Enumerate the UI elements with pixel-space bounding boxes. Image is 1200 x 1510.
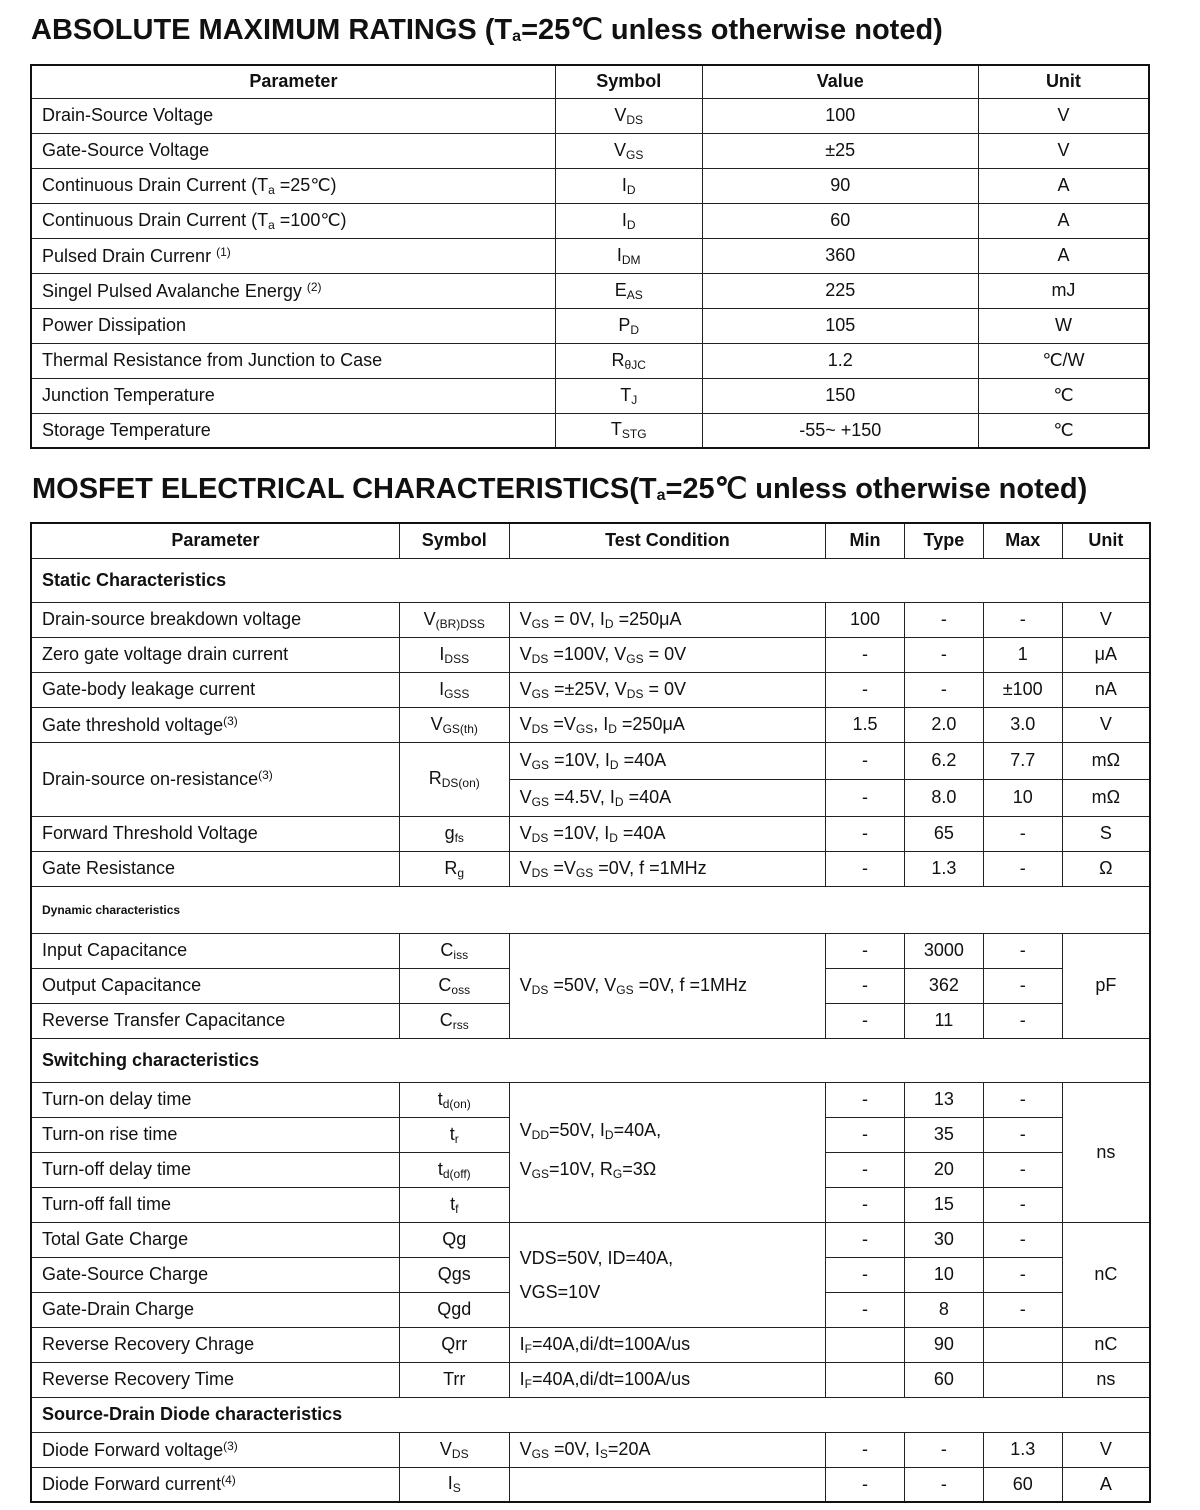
typ-cell: 362 xyxy=(904,968,983,1003)
col-header-test-condition: Test Condition xyxy=(509,523,826,558)
unit-cell: mΩ xyxy=(1062,779,1150,816)
typ-cell: 13 xyxy=(904,1082,983,1117)
condition-cell: $V_{DS} =V_{GS} =0V$, f =1MHz xyxy=(509,851,826,886)
symbol-cell: $T_{STG}$ xyxy=(555,413,702,448)
symbol-cell: $I_{DSS}$ xyxy=(399,637,509,672)
param-cell: Zero gate voltage drain current xyxy=(31,637,399,672)
min-cell: 100 xyxy=(826,602,905,637)
param-cell: Reverse Transfer Capacitance xyxy=(31,1003,399,1038)
min-cell: - xyxy=(826,816,905,851)
section-heading: Static Characteristics xyxy=(31,558,1150,602)
typ-cell: - xyxy=(904,1467,983,1502)
col-header-unit: Unit xyxy=(978,65,1149,98)
max-cell: - xyxy=(983,933,1062,968)
max-cell: - xyxy=(983,851,1062,886)
condition-cell: $V_{GS} =\pm 25V$, $V_{DS} = 0V$ xyxy=(509,672,826,707)
symbol-cell: $R_{DS(on)}$ xyxy=(399,742,509,816)
param-cell: Gate-Source Charge xyxy=(31,1257,399,1292)
param-cell: Drain-Source Voltage xyxy=(31,98,555,133)
mosfet-characteristics-table xyxy=(30,522,1151,1503)
condition-cell: $V_{DS} =50V$, $V_{GS} =0V$, f =1MHz xyxy=(509,933,826,1038)
max-cell: - xyxy=(983,1117,1062,1152)
typ-cell: 6.2 xyxy=(904,742,983,779)
symbol-cell: $V_{GS}$ xyxy=(555,133,702,168)
typ-cell: 90 xyxy=(904,1327,983,1362)
table-row xyxy=(31,133,1149,168)
symbol-cell: $V_{DS}$ xyxy=(399,1432,509,1467)
condition-cell: $V_{GS} =4.5V$, $I_D =40A$ xyxy=(509,779,826,816)
param-cell: Total Gate Charge xyxy=(31,1222,399,1257)
condition-cell: $V_{DS} =100V$, $V_{GS} = 0V$ xyxy=(509,637,826,672)
min-cell: - xyxy=(826,1003,905,1038)
min-cell: - xyxy=(826,779,905,816)
min-cell: - xyxy=(826,1257,905,1292)
value-cell: 150 xyxy=(702,378,978,413)
value-cell: 90 xyxy=(702,168,978,203)
unit-cell: A xyxy=(978,168,1149,203)
unit-cell: A xyxy=(978,203,1149,238)
unit-cell: V xyxy=(978,98,1149,133)
param-cell: Storage Temperature xyxy=(31,413,555,448)
max-cell: 1 xyxy=(983,637,1062,672)
symbol-cell: $V_{(BR)DSS}$ xyxy=(399,602,509,637)
symbol-cell: $V_{GS(th)}$ xyxy=(399,707,509,742)
param-cell: Turn-on rise time xyxy=(31,1117,399,1152)
param-cell: Continuous Drain Current ($T_a$ =25℃) xyxy=(31,168,555,203)
value-cell: ±25 xyxy=(702,133,978,168)
col-header-unit: Unit xyxy=(1062,523,1150,558)
max-cell: - xyxy=(983,816,1062,851)
max-cell: - xyxy=(983,1003,1062,1038)
min-cell: - xyxy=(826,1467,905,1502)
table-row xyxy=(31,1467,1150,1502)
param-cell: Turn-off fall time xyxy=(31,1187,399,1222)
min-cell: - xyxy=(826,637,905,672)
value-cell: 60 xyxy=(702,203,978,238)
typ-cell: 8.0 xyxy=(904,779,983,816)
condition-cell: $V_{DS} =10V$, $I_D =40A$ xyxy=(509,816,826,851)
table-row xyxy=(31,816,1150,851)
min-cell: - xyxy=(826,1292,905,1327)
param-cell: Thermal Resistance from Junction to Case xyxy=(31,343,555,378)
table-row xyxy=(31,308,1149,343)
param-cell: Turn-off delay time xyxy=(31,1152,399,1187)
symbol-cell: $I_S$ xyxy=(399,1467,509,1502)
table-row xyxy=(31,413,1149,448)
table-row xyxy=(31,851,1150,886)
symbol-cell: $g_{fs}$ xyxy=(399,816,509,851)
max-cell: - xyxy=(983,1257,1062,1292)
param-cell: Junction Temperature xyxy=(31,378,555,413)
min-cell: - xyxy=(826,1222,905,1257)
abs-max-title: ABSOLUTE MAXIMUM RATINGS ($T_a=25℃$ unless otherwise noted) xyxy=(31,14,943,46)
min-cell: - xyxy=(826,742,905,779)
param-cell: Input Capacitance xyxy=(31,933,399,968)
value-cell: -55~ +150 xyxy=(702,413,978,448)
unit-cell: ℃ xyxy=(978,378,1149,413)
unit-cell: V xyxy=(978,133,1149,168)
unit-cell: A xyxy=(978,238,1149,273)
min-cell: - xyxy=(826,672,905,707)
unit-cell: μA xyxy=(1062,637,1150,672)
symbol-cell: $E_{AS}$ xyxy=(555,273,702,308)
col-header-type: Type xyxy=(904,523,983,558)
param-cell: Turn-on delay time xyxy=(31,1082,399,1117)
param-cell: Gate-Drain Charge xyxy=(31,1292,399,1327)
table-row xyxy=(31,1222,1150,1257)
typ-cell: - xyxy=(904,672,983,707)
mosfet-characteristics-title: MOSFET ELECTRICAL $CHARACTERISTICS(T_a=25℃$ unless otherwise noted) xyxy=(32,473,1088,505)
min-cell: - xyxy=(826,1187,905,1222)
table-row xyxy=(31,378,1149,413)
param-cell: Gate-Source Voltage xyxy=(31,133,555,168)
symbol-cell: Qg xyxy=(399,1222,509,1257)
max-cell: - xyxy=(983,1222,1062,1257)
min-cell: - xyxy=(826,1117,905,1152)
symbol-cell: $C_{oss}$ xyxy=(399,968,509,1003)
unit-cell: mΩ xyxy=(1062,742,1150,779)
param-cell: Continuous Drain Current ($T_a$ =100℃) xyxy=(31,203,555,238)
condition-cell: VDS=50V, ID=40A, VGS=10V xyxy=(509,1222,826,1327)
table-header-row xyxy=(31,65,1149,98)
min-cell: - xyxy=(826,968,905,1003)
table-row xyxy=(31,168,1149,203)
typ-cell: 65 xyxy=(904,816,983,851)
abs-max-table xyxy=(30,64,1150,449)
unit-cell: Ω xyxy=(1062,851,1150,886)
typ-cell: 35 xyxy=(904,1117,983,1152)
typ-cell: - xyxy=(904,637,983,672)
col-header-symbol: Symbol xyxy=(399,523,509,558)
param-cell: Power Dissipation xyxy=(31,308,555,343)
col-header-symbol: Symbol xyxy=(555,65,702,98)
symbol-cell: $I_{DM}$ xyxy=(555,238,702,273)
max-cell: - xyxy=(983,1292,1062,1327)
param-cell: Diode Forward current$^{(4)}$ xyxy=(31,1467,399,1502)
typ-cell: 15 xyxy=(904,1187,983,1222)
condition-cell: $V_{DD}=50V$, $I_D=40A$, $V_{GS}=10V$, $R_G=3\Omega$ xyxy=(509,1082,826,1222)
unit-cell: nC xyxy=(1062,1222,1150,1327)
symbol-cell: $R_g$ xyxy=(399,851,509,886)
symbol-cell: $t_r$ xyxy=(399,1117,509,1152)
param-cell: Pulsed Drain Currenr $^{(1)}$ xyxy=(31,238,555,273)
unit-cell: S xyxy=(1062,816,1150,851)
condition-cell: $V_{DS} =V_{GS}$, $I_D =250\mu A$ xyxy=(509,707,826,742)
symbol-cell: Qrr xyxy=(399,1327,509,1362)
unit-cell: ℃ xyxy=(978,413,1149,448)
section-heading: Dynamic characteristics xyxy=(31,886,1150,933)
table-row xyxy=(31,343,1149,378)
col-header-max: Max xyxy=(983,523,1062,558)
min-cell: - xyxy=(826,933,905,968)
table-row xyxy=(31,273,1149,308)
condition-cell: $V_{GS} =10V$, $I_D =40A$ xyxy=(509,742,826,779)
typ-cell: 8 xyxy=(904,1292,983,1327)
typ-cell: 30 xyxy=(904,1222,983,1257)
symbol-cell: Qgd xyxy=(399,1292,509,1327)
col-header-min: Min xyxy=(826,523,905,558)
unit-cell: pF xyxy=(1062,933,1150,1038)
param-cell: Gate Resistance xyxy=(31,851,399,886)
condition-cell: $V_{GS} =0V$, $I_S=20A$ xyxy=(509,1432,826,1467)
table-row xyxy=(31,672,1150,707)
symbol-cell: $T_J$ xyxy=(555,378,702,413)
unit-cell: mJ xyxy=(978,273,1149,308)
symbol-cell: $t_{d(off)}$ xyxy=(399,1152,509,1187)
col-header-value: Value xyxy=(702,65,978,98)
table-row xyxy=(31,933,1150,968)
table-row xyxy=(31,742,1150,779)
unit-cell: V xyxy=(1062,707,1150,742)
unit-cell: ns xyxy=(1062,1362,1150,1397)
section-heading: Switching characteristics xyxy=(31,1038,1150,1082)
max-cell: 3.0 xyxy=(983,707,1062,742)
typ-cell: - xyxy=(904,602,983,637)
section-row-diode xyxy=(31,1397,1150,1432)
table-row xyxy=(31,203,1149,238)
section-heading: Source-Drain Diode characteristics xyxy=(31,1397,1150,1432)
value-cell: 360 xyxy=(702,238,978,273)
typ-cell: 10 xyxy=(904,1257,983,1292)
param-cell: Reverse Recovery Chrage xyxy=(31,1327,399,1362)
unit-cell: W xyxy=(978,308,1149,343)
typ-cell: 1.3 xyxy=(904,851,983,886)
max-cell: - xyxy=(983,602,1062,637)
min-cell: - xyxy=(826,851,905,886)
param-cell: Forward Threshold Voltage xyxy=(31,816,399,851)
min-cell: 1.5 xyxy=(826,707,905,742)
max-cell: 10 xyxy=(983,779,1062,816)
symbol-cell: $C_{iss}$ xyxy=(399,933,509,968)
table-row xyxy=(31,1362,1150,1397)
symbol-cell: $P_D$ xyxy=(555,308,702,343)
table-row xyxy=(31,1082,1150,1117)
section-row-switching xyxy=(31,1038,1150,1082)
typ-cell: 20 xyxy=(904,1152,983,1187)
max-cell xyxy=(983,1362,1062,1397)
value-cell: 225 xyxy=(702,273,978,308)
param-cell: Diode Forward voltage$^{(3)}$ xyxy=(31,1432,399,1467)
table-header-row xyxy=(31,523,1150,558)
typ-cell: 11 xyxy=(904,1003,983,1038)
value-cell: 105 xyxy=(702,308,978,343)
min-cell: - xyxy=(826,1152,905,1187)
param-cell: Singel Pulsed Avalanche Energy $^{(2)}$ xyxy=(31,273,555,308)
col-header-parameter: Parameter xyxy=(31,523,399,558)
table-row xyxy=(31,707,1150,742)
condition-cell: $I_F=40A,di/dt=100A/us$ xyxy=(509,1327,826,1362)
table-row xyxy=(31,602,1150,637)
table-row xyxy=(31,1432,1150,1467)
col-header-parameter: Parameter xyxy=(31,65,555,98)
typ-cell: 60 xyxy=(904,1362,983,1397)
symbol-cell: Trr xyxy=(399,1362,509,1397)
condition-cell: $I_F=40A,di/dt=100A/us$ xyxy=(509,1362,826,1397)
unit-cell: V xyxy=(1062,1432,1150,1467)
param-cell: Output Capacitance xyxy=(31,968,399,1003)
unit-cell: ns xyxy=(1062,1082,1150,1222)
symbol-cell: Qgs xyxy=(399,1257,509,1292)
param-cell: Drain-source breakdown voltage xyxy=(31,602,399,637)
symbol-cell: $I_D$ xyxy=(555,203,702,238)
max-cell: - xyxy=(983,1082,1062,1117)
min-cell xyxy=(826,1327,905,1362)
symbol-cell: $I_D$ xyxy=(555,168,702,203)
symbol-cell: $V_{DS}$ xyxy=(555,98,702,133)
table-row xyxy=(31,1327,1150,1362)
max-cell xyxy=(983,1327,1062,1362)
param-cell: Gate-body leakage current xyxy=(31,672,399,707)
unit-cell: nA xyxy=(1062,672,1150,707)
table-row xyxy=(31,238,1149,273)
symbol-cell: $I_{GSS}$ xyxy=(399,672,509,707)
unit-cell: nC xyxy=(1062,1327,1150,1362)
symbol-cell: $C_{rss}$ xyxy=(399,1003,509,1038)
param-cell: Drain-source on-resistance$^{(3)}$ xyxy=(31,742,399,816)
condition-cell xyxy=(509,1467,826,1502)
max-cell: 1.3 xyxy=(983,1432,1062,1467)
max-cell: - xyxy=(983,1152,1062,1187)
table-row xyxy=(31,637,1150,672)
typ-cell: 2.0 xyxy=(904,707,983,742)
max-cell: ±100 xyxy=(983,672,1062,707)
min-cell: - xyxy=(826,1082,905,1117)
unit-cell: V xyxy=(1062,602,1150,637)
symbol-cell: $R_{\theta JC}$ xyxy=(555,343,702,378)
param-cell: Gate threshold voltage$^{(3)}$ xyxy=(31,707,399,742)
table-row xyxy=(31,98,1149,133)
min-cell: - xyxy=(826,1432,905,1467)
max-cell: - xyxy=(983,1187,1062,1222)
max-cell: - xyxy=(983,968,1062,1003)
unit-cell: ℃/W xyxy=(978,343,1149,378)
symbol-cell: $t_f$ xyxy=(399,1187,509,1222)
min-cell xyxy=(826,1362,905,1397)
max-cell: 7.7 xyxy=(983,742,1062,779)
symbol-cell: $t_{d(on)}$ xyxy=(399,1082,509,1117)
value-cell: 1.2 xyxy=(702,343,978,378)
section-row-static xyxy=(31,558,1150,602)
max-cell: 60 xyxy=(983,1467,1062,1502)
value-cell: 100 xyxy=(702,98,978,133)
param-cell: Reverse Recovery Time xyxy=(31,1362,399,1397)
section-row-dynamic xyxy=(31,886,1150,933)
typ-cell: 3000 xyxy=(904,933,983,968)
unit-cell: A xyxy=(1062,1467,1150,1502)
condition-cell: $V_{GS} = 0V$, $I_D =250\mu A$ xyxy=(509,602,826,637)
typ-cell: - xyxy=(904,1432,983,1467)
